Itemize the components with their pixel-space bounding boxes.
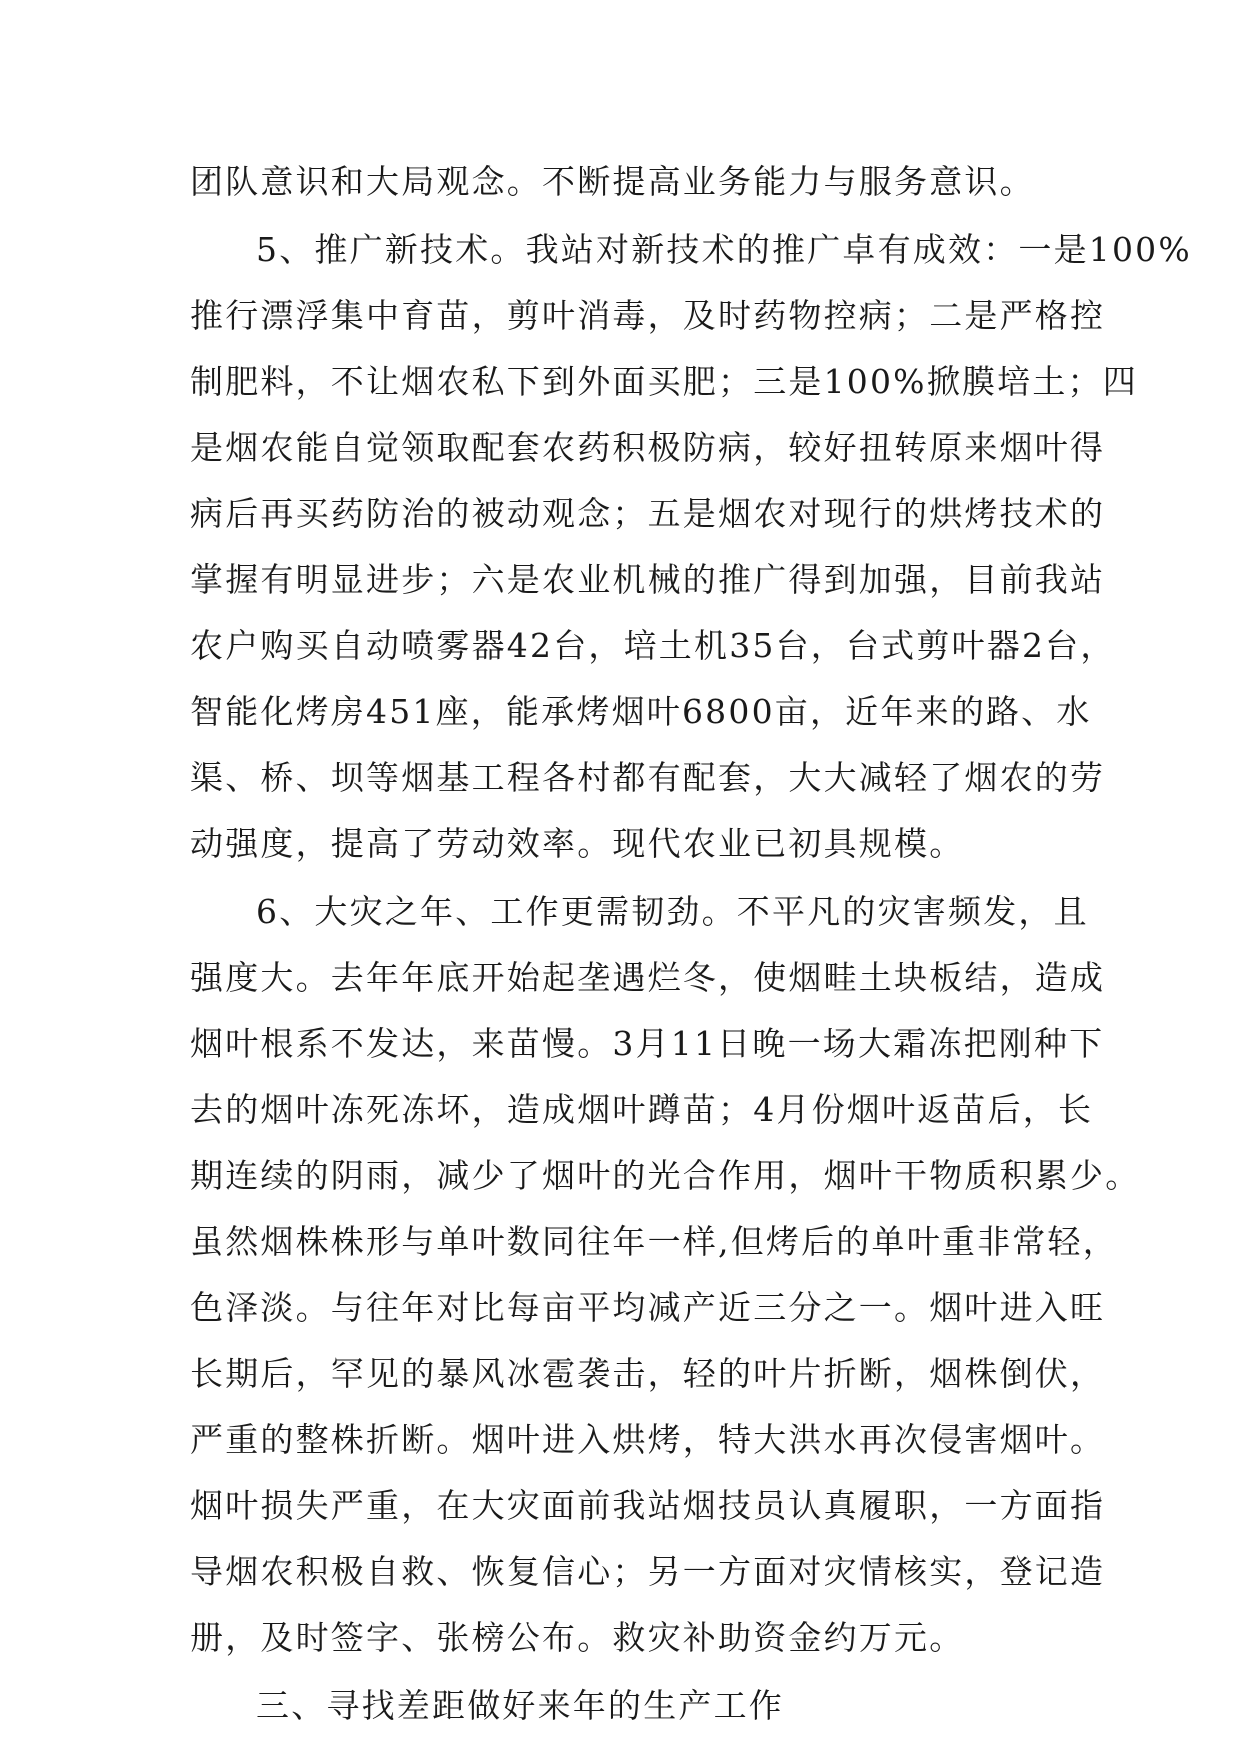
paragraph-line: 动强度，提高了劳动效率。现代农业已初具规模。 bbox=[190, 824, 965, 863]
paragraph-line: 农户购买自动喷雾器42台，培土机35台，台式剪叶器2台， bbox=[190, 626, 1116, 665]
paragraph-line: 5、推广新技术。我站对新技术的推广卓有成效：一是100% bbox=[256, 230, 1192, 269]
paragraph-line: 长期后，罕见的暴风冰雹袭击，轻的叶片折断，烟株倒伏， bbox=[190, 1354, 1106, 1393]
paragraph-line: 团队意识和大局观念。不断提高业务能力与服务意识。 bbox=[190, 162, 1035, 201]
section-heading: 三、寻找差距做好来年的生产工作 bbox=[256, 1686, 784, 1725]
paragraph-line: 掌握有明显进步；六是农业机械的推广得到加强，目前我站 bbox=[190, 560, 1106, 599]
paragraph-line: 智能化烤房451座，能承烤烟叶6800亩，近年来的路、水 bbox=[190, 692, 1092, 731]
paragraph-line: 色泽淡。与往年对比每亩平均减产近三分之一。烟叶进入旺 bbox=[190, 1288, 1106, 1327]
paragraph-line: 期连续的阴雨，减少了烟叶的光合作用，烟叶干物质积累少。 bbox=[190, 1156, 1141, 1195]
paragraph-line: 是烟农能自觉领取配套农药积极防病，较好扭转原来烟叶得 bbox=[190, 428, 1106, 467]
paragraph-line: 病后再买药防治的被动观念；五是烟农对现行的烘烤技术的 bbox=[190, 494, 1106, 533]
paragraph-line: 严重的整株折断。烟叶进入烘烤，特大洪水再次侵害烟叶。 bbox=[190, 1420, 1106, 1459]
paragraph-line: 渠、桥、坝等烟基工程各村都有配套，大大减轻了烟农的劳 bbox=[190, 758, 1106, 797]
paragraph-line: 推行漂浮集中育苗，剪叶消毒，及时药物控病；二是严格控 bbox=[190, 296, 1106, 335]
paragraph-line: 强度大。去年年底开始起垄遇烂冬，使烟畦土块板结，造成 bbox=[190, 958, 1106, 997]
paragraph-line: 导烟农积极自救、恢复信心；另一方面对灾情核实，登记造 bbox=[190, 1552, 1106, 1591]
paragraph-line: 制肥料，不让烟农私下到外面买肥；三是100%掀膜培土；四 bbox=[190, 362, 1138, 401]
paragraph-line: 虽然烟株株形与单叶数同往年一样,但烤后的单叶重非常轻， bbox=[190, 1222, 1118, 1261]
paragraph-line: 去的烟叶冻死冻坏，造成烟叶蹲苗；4月份烟叶返苗后，长 bbox=[190, 1090, 1094, 1129]
paragraph-line: 烟叶损失严重，在大灾面前我站烟技员认真履职，一方面指 bbox=[190, 1486, 1106, 1525]
paragraph-line: 烟叶根系不发达，来苗慢。3月11日晚一场大霜冻把刚种下 bbox=[190, 1024, 1105, 1063]
paragraph-line: 6、大灾之年、工作更需韧劲。不平凡的灾害频发，且 bbox=[256, 892, 1089, 931]
paragraph-line: 册，及时签字、张榜公布。救灾补助资金约万元。 bbox=[190, 1618, 965, 1657]
